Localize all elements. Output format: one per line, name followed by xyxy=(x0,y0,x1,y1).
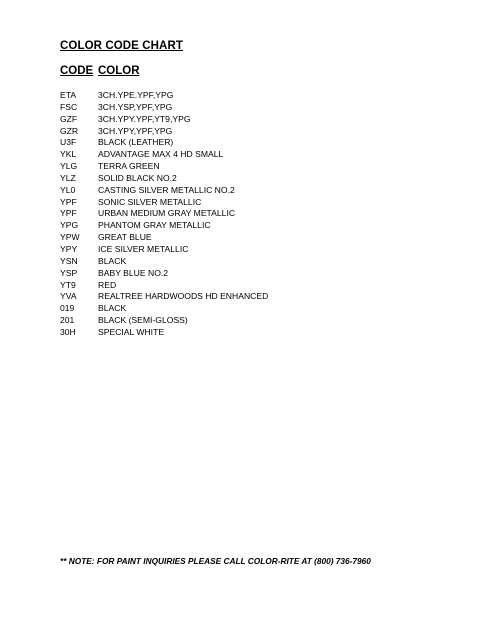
color-column-header: COLOR xyxy=(98,65,140,77)
color-cell: URBAN MEDIUM GRAY METALLIC xyxy=(98,208,236,219)
color-cell: BLACK (LEATHER) xyxy=(98,137,174,148)
code-column-header: CODE xyxy=(60,65,94,77)
table-row xyxy=(60,102,440,114)
color-cell: 3CH.YPE.YPF,YPG xyxy=(98,90,174,100)
table-row xyxy=(60,208,440,220)
table-row xyxy=(60,220,440,232)
chart-title: COLOR CODE CHART xyxy=(60,40,183,52)
table-row xyxy=(60,303,440,315)
color-cell: ICE SILVER METALLIC xyxy=(98,243,189,254)
color-cell: PHANTOM GRAY METALLIC xyxy=(98,220,211,231)
table-row xyxy=(60,197,440,209)
color-cell: 3CH.YPY.YPF,YT9,YPG xyxy=(98,113,191,124)
code-cell: YPW xyxy=(60,232,80,243)
code-cell: YSN xyxy=(60,255,78,266)
table-row xyxy=(60,280,440,292)
code-cell: YLZ xyxy=(60,172,76,183)
code-cell: YT9 xyxy=(60,279,76,290)
table-row xyxy=(60,268,440,280)
table-row xyxy=(60,232,440,244)
color-cell: SONIC SILVER METALLIC xyxy=(98,196,202,207)
code-cell: FSC xyxy=(60,101,78,112)
table-row xyxy=(60,90,440,102)
paint-inquiry-note: ** NOTE: FOR PAINT INQUIRIES PLEASE CALL COLOR-RITE AT (800) 736-7960 xyxy=(60,556,371,566)
table-row xyxy=(60,126,440,138)
table-row xyxy=(60,315,440,327)
color-cell: 3CH.YSP,YPF,YPG xyxy=(98,101,173,112)
code-cell: YPY xyxy=(60,243,78,254)
code-cell: YSP xyxy=(60,267,78,278)
color-cell: CASTING SILVER METALLIC NO.2 xyxy=(98,184,235,195)
table-row xyxy=(60,327,440,339)
color-cell: SOLID BLACK NO.2 xyxy=(98,172,177,183)
color-cell: RED xyxy=(98,279,117,290)
table-row xyxy=(60,244,440,256)
code-cell: YKL xyxy=(60,149,77,160)
table-row xyxy=(60,291,440,303)
table-row xyxy=(60,256,440,268)
color-cell: ADVANTAGE MAX 4 HD SMALL xyxy=(98,149,224,160)
code-cell: GZR xyxy=(60,125,79,136)
color-cell: SPECIAL WHITE xyxy=(98,326,165,337)
table-row xyxy=(60,137,440,149)
color-code-list xyxy=(60,90,440,339)
code-cell: 019 xyxy=(60,303,75,314)
code-cell: YL0 xyxy=(60,184,76,195)
color-cell: REALTREE HARDWOODS HD ENHANCED xyxy=(98,291,269,302)
code-cell: 30H xyxy=(60,326,76,337)
color-cell: 3CH.YPY,YPF,YPG xyxy=(98,125,173,136)
color-cell: GREAT BLUE xyxy=(98,232,152,243)
table-row xyxy=(60,149,440,161)
color-cell: TERRA GREEN xyxy=(98,161,160,172)
color-cell: BLACK (SEMI-GLOSS) xyxy=(98,315,188,326)
code-cell: YPF xyxy=(60,208,77,219)
table-row xyxy=(60,173,440,185)
table-row xyxy=(60,185,440,197)
code-cell: YPF xyxy=(60,196,77,207)
code-cell: GZF xyxy=(60,113,78,124)
color-cell: BLACK xyxy=(98,255,127,266)
code-cell: YLG xyxy=(60,161,78,172)
color-cell: BABY BLUE NO.2 xyxy=(98,267,169,278)
code-cell: YVA xyxy=(60,291,77,302)
table-row xyxy=(60,114,440,126)
code-cell: ETA xyxy=(60,90,77,100)
code-cell: U3F xyxy=(60,137,77,148)
code-cell: 201 xyxy=(60,315,75,326)
color-cell: BLACK xyxy=(98,303,127,314)
table-row xyxy=(60,161,440,173)
code-cell: YPG xyxy=(60,220,79,231)
